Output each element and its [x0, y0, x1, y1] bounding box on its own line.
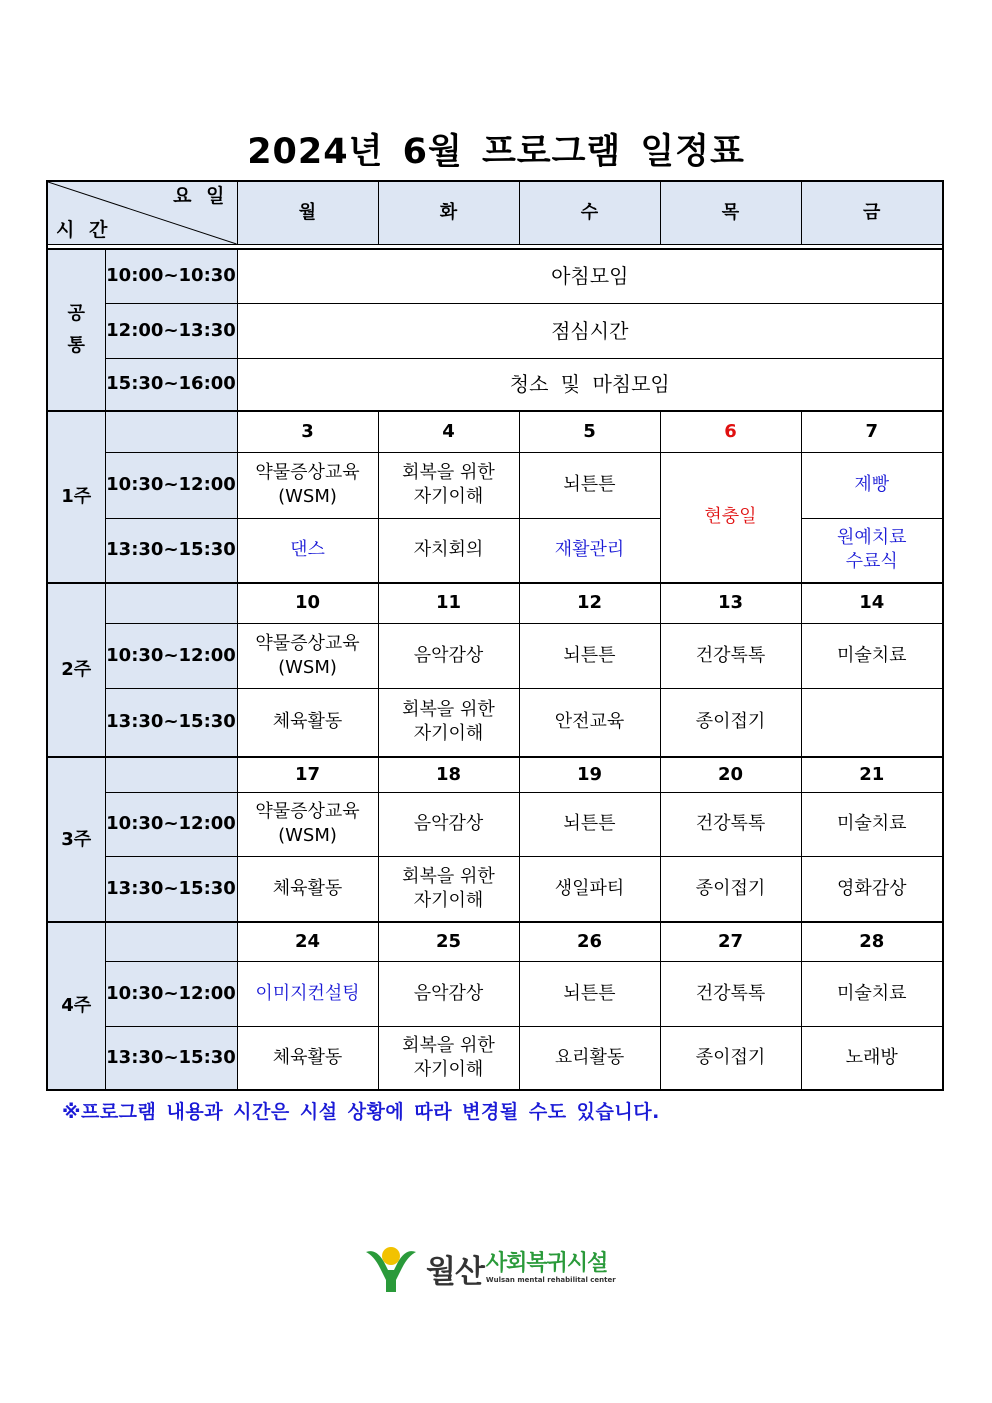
date-cell: 19: [519, 757, 660, 792]
week-label: 2주: [47, 583, 105, 757]
activity-cell: 회복을 위한 자기이해: [378, 856, 519, 922]
date-cell: 14: [801, 583, 943, 623]
activity-cell: 체육활동: [237, 1026, 378, 1090]
day-header-fri: 금: [801, 181, 943, 245]
corner-time-label: 시 간: [56, 219, 112, 241]
corner-day-label: 요 일: [173, 185, 229, 207]
date-cell: 5: [519, 411, 660, 452]
date-cell: 18: [378, 757, 519, 792]
logo-sub-text: 사회복귀시설: [485, 1250, 608, 1276]
logo-english-text: Wulsan mental rehabilital center: [485, 1275, 616, 1284]
activity-cell: 회복을 위한 자기이해: [378, 452, 519, 518]
date-row-blank: [105, 922, 237, 961]
activity-cell: 약물증상교육 (WSM): [237, 792, 378, 856]
activity-cell: 이미지컨설팅: [237, 961, 378, 1026]
morning-time: 10:30~12:00: [105, 961, 237, 1026]
activity-cell: 회복을 위한 자기이해: [378, 1026, 519, 1090]
date-cell: 28: [801, 922, 943, 961]
date-cell: 20: [660, 757, 801, 792]
afternoon-time: 13:30~15:30: [105, 688, 237, 757]
organization-logo: [362, 1240, 616, 1296]
date-cell: 21: [801, 757, 943, 792]
activity-cell: 미술치료: [801, 961, 943, 1026]
activity-cell: 재활관리: [519, 518, 660, 583]
date-cell: 24: [237, 922, 378, 961]
activity-cell: 종이접기: [660, 1026, 801, 1090]
activity-cell: 뇌튼튼: [519, 452, 660, 518]
activity-cell: 음악감상: [378, 623, 519, 688]
day-header-mon: 월: [237, 181, 378, 245]
common-activity: 점심시간: [237, 303, 943, 358]
date-cell: 3: [237, 411, 378, 452]
activity-cell: 회복을 위한 자기이해: [378, 688, 519, 757]
activity-cell: 건강톡톡: [660, 961, 801, 1026]
date-cell: 27: [660, 922, 801, 961]
activity-cell: 미술치료: [801, 623, 943, 688]
week-label: 4주: [47, 922, 105, 1090]
day-header-wed: 수: [519, 181, 660, 245]
morning-time: 10:30~12:00: [105, 623, 237, 688]
activity-cell: 약물증상교육 (WSM): [237, 623, 378, 688]
activity-cell: 노래방: [801, 1026, 943, 1090]
date-cell: 4: [378, 411, 519, 452]
page-title: 2024년 6월 프로그램 일정표: [247, 132, 745, 172]
activity-cell-empty: [801, 688, 943, 757]
date-cell: 26: [519, 922, 660, 961]
activity-cell: 종이접기: [660, 856, 801, 922]
date-cell: 7: [801, 411, 943, 452]
week-label: 1주: [47, 411, 105, 583]
schedule-note: ※프로그램 내용과 시간은 시설 상황에 따라 변경될 수도 있습니다.: [62, 1101, 660, 1123]
date-cell: 25: [378, 922, 519, 961]
date-cell: 12: [519, 583, 660, 623]
activity-cell: 건강톡톡: [660, 623, 801, 688]
common-label: 공 통: [47, 249, 105, 411]
date-cell: 10: [237, 583, 378, 623]
common-time: 10:00~10:30: [105, 249, 237, 303]
common-activity: 아침모임: [237, 249, 943, 303]
week-label: 3주: [47, 757, 105, 922]
activity-cell: 원예치료 수료식: [801, 518, 943, 583]
afternoon-time: 13:30~15:30: [105, 1026, 237, 1090]
date-cell: 13: [660, 583, 801, 623]
activity-cell: 뇌튼튼: [519, 961, 660, 1026]
activity-cell: 뇌튼튼: [519, 623, 660, 688]
afternoon-time: 13:30~15:30: [105, 518, 237, 583]
activity-cell: 건강톡톡: [660, 792, 801, 856]
activity-cell: 체육활동: [237, 856, 378, 922]
activity-cell: 약물증상교육 (WSM): [237, 452, 378, 518]
activity-cell: 음악감상: [378, 792, 519, 856]
activity-cell: 미술치료: [801, 792, 943, 856]
activity-cell: 종이접기: [660, 688, 801, 757]
activity-cell: 체육활동: [237, 688, 378, 757]
logo-main-text: 월산: [426, 1253, 484, 1290]
activity-cell: 자치회의: [378, 518, 519, 583]
afternoon-time: 13:30~15:30: [105, 856, 237, 922]
date-row-blank: [105, 583, 237, 623]
date-row-blank: [105, 411, 237, 452]
date-cell: 17: [237, 757, 378, 792]
date-row-blank: [105, 757, 237, 792]
schedule-table: [46, 180, 944, 1091]
common-activity: 청소 및 마침모임: [237, 358, 943, 411]
activity-cell: 생일파티: [519, 856, 660, 922]
date-cell: 11: [378, 583, 519, 623]
activity-cell: 댄스: [237, 518, 378, 583]
person-y-icon: [362, 1240, 420, 1296]
activity-cell: 안전교육: [519, 688, 660, 757]
activity-cell: 제빵: [801, 452, 943, 518]
holiday-cell: 현충일: [660, 452, 801, 583]
morning-time: 10:30~12:00: [105, 452, 237, 518]
activity-cell: 뇌튼튼: [519, 792, 660, 856]
common-time: 15:30~16:00: [105, 358, 237, 411]
day-header-thu: 목: [660, 181, 801, 245]
date-cell-holiday: 6: [660, 411, 801, 452]
header-corner: [47, 181, 237, 245]
common-time: 12:00~13:30: [105, 303, 237, 358]
activity-cell: 영화감상: [801, 856, 943, 922]
activity-cell: 요리활동: [519, 1026, 660, 1090]
day-header-tue: 화: [378, 181, 519, 245]
activity-cell: 음악감상: [378, 961, 519, 1026]
morning-time: 10:30~12:00: [105, 792, 237, 856]
